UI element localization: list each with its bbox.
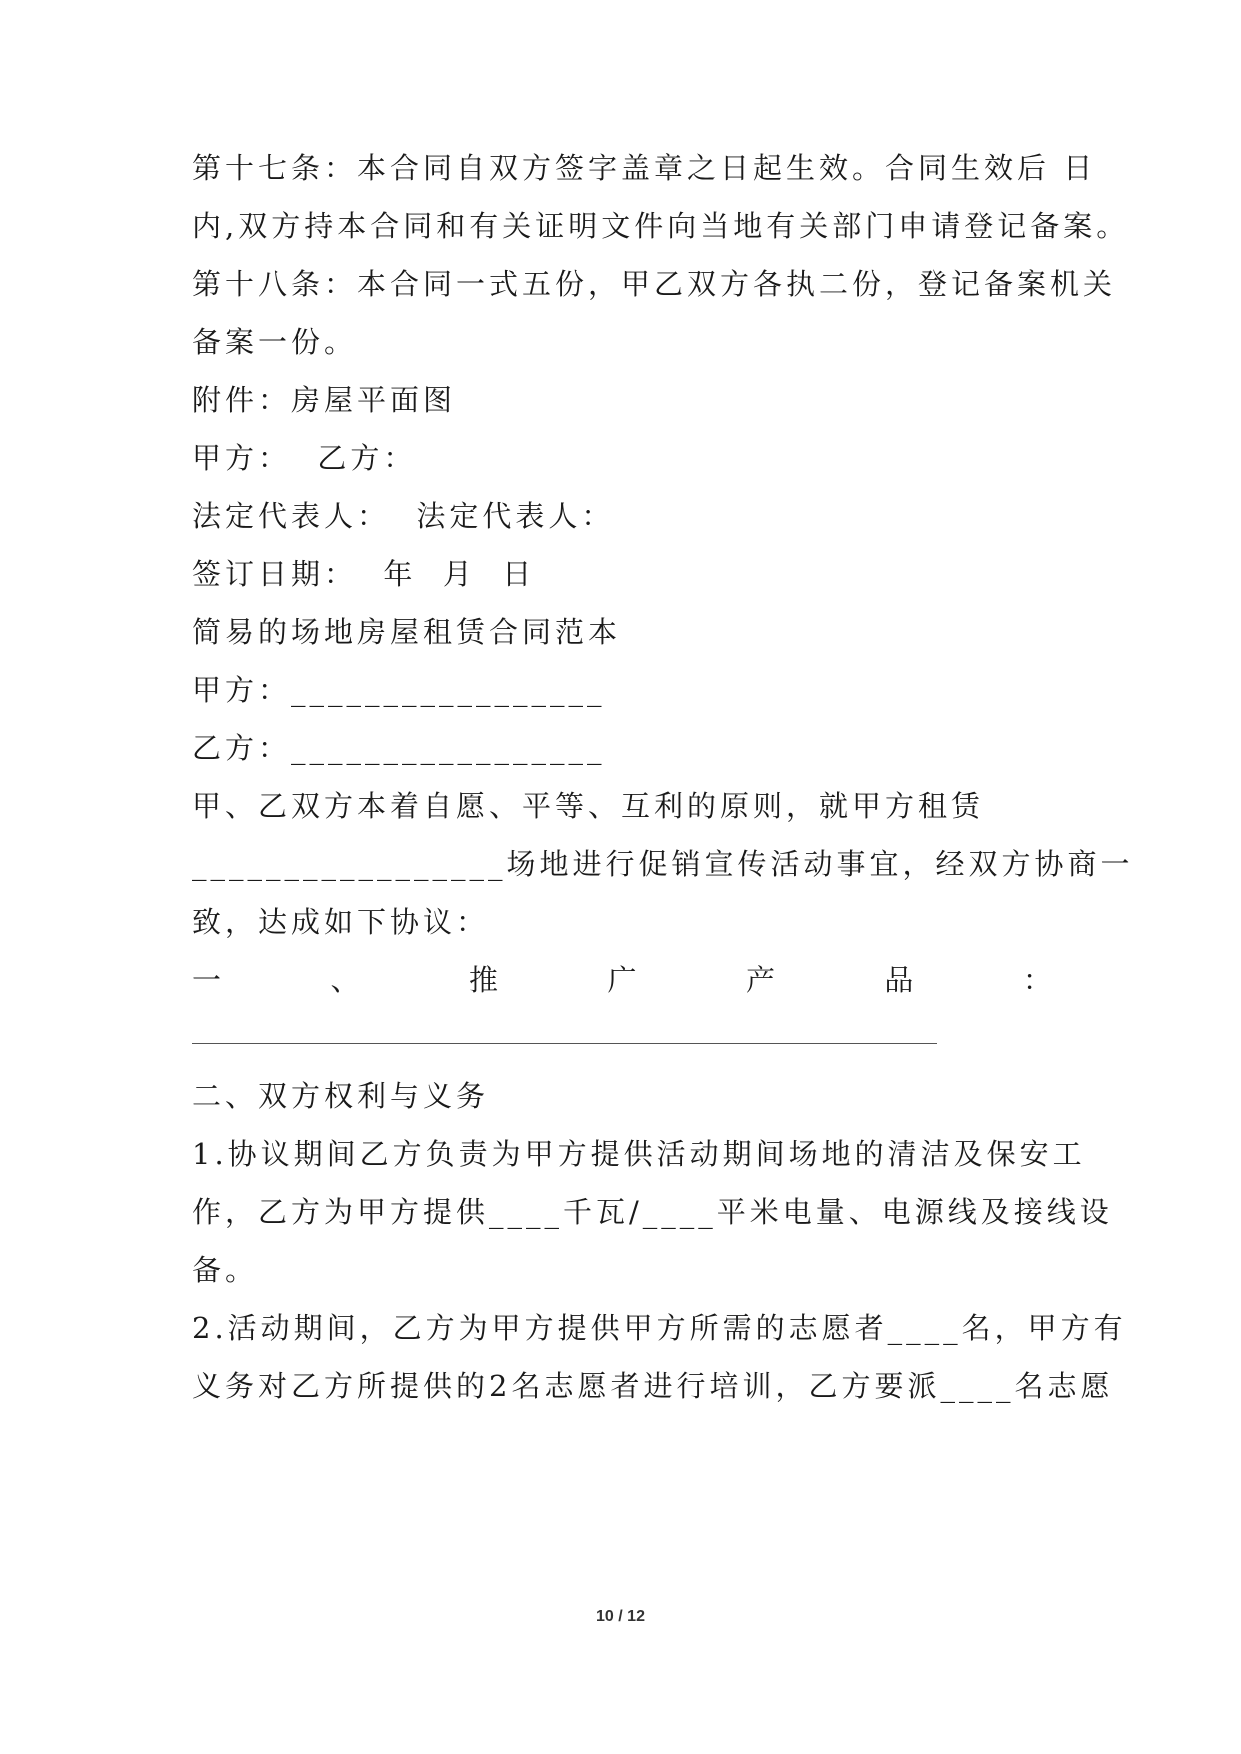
party-a-line: 甲方：_________________ xyxy=(192,673,606,707)
section-one-char: 一 xyxy=(192,963,222,997)
article-18-line-2: 备案一份。 xyxy=(192,325,358,359)
section-two-heading: 二、双方权利与义务 xyxy=(192,1079,490,1113)
clause-2-line-1: 2.活动期间，乙方为甲方提供甲方所需的志愿者____名，甲方有 xyxy=(192,1311,1127,1345)
preamble-line-1: 甲、乙双方本着自愿、平等、互利的原则，就甲方租赁 xyxy=(192,789,985,823)
preamble-line-2: _________________场地进行促销宣传活动事宜，经双方协商一 xyxy=(192,847,1134,881)
section-one-heading xyxy=(192,960,1052,1000)
signing-date-line: 签订日期： 年 月 日 xyxy=(192,557,536,591)
clause-1-line-2: 作，乙方为甲方提供____千瓦/____平米电量、电源线及接线设 xyxy=(192,1195,1113,1229)
section-one-char: ： xyxy=(1022,963,1052,997)
article-17-line-1: 第十七条：本合同自双方签字盖章之日起生效。合同生效后 日 xyxy=(192,151,1097,185)
article-17-line-2: 内,双方持本合同和有关证明文件向当地有关部门申请登记备案。 xyxy=(192,209,1130,243)
clause-1-line-1: 1.协议期间乙方负责为甲方提供活动期间场地的清洁及保安工 xyxy=(192,1137,1086,1171)
party-b-line: 乙方：_________________ xyxy=(192,731,606,765)
section-one-char: 品 xyxy=(884,963,914,997)
section-one-char: 产 xyxy=(745,963,775,997)
legal-representative-line: 法定代表人： 法定代表人： xyxy=(192,499,615,533)
clause-1-line-3: 备。 xyxy=(192,1253,259,1287)
preamble-line-3: 致，达成如下协议： xyxy=(192,905,490,939)
section-one-char: 广 xyxy=(607,963,637,997)
clause-2-line-2: 义务对乙方所提供的2名志愿者进行培训，乙方要派____名志愿 xyxy=(192,1369,1114,1403)
parties-line: 甲方： 乙方： xyxy=(192,441,417,475)
article-18-line-1: 第十八条：本合同一式五份，甲乙双方各执二份，登记备案机关 xyxy=(192,267,1117,301)
page-number: 10 / 12 xyxy=(596,1608,645,1625)
contract-title: 简易的场地房屋租赁合同范本 xyxy=(192,615,622,649)
attachment-line: 附件：房屋平面图 xyxy=(192,383,457,417)
section-one-char: 推 xyxy=(468,963,498,997)
blank-underline xyxy=(192,1043,937,1044)
section-one-char: 、 xyxy=(330,963,360,997)
